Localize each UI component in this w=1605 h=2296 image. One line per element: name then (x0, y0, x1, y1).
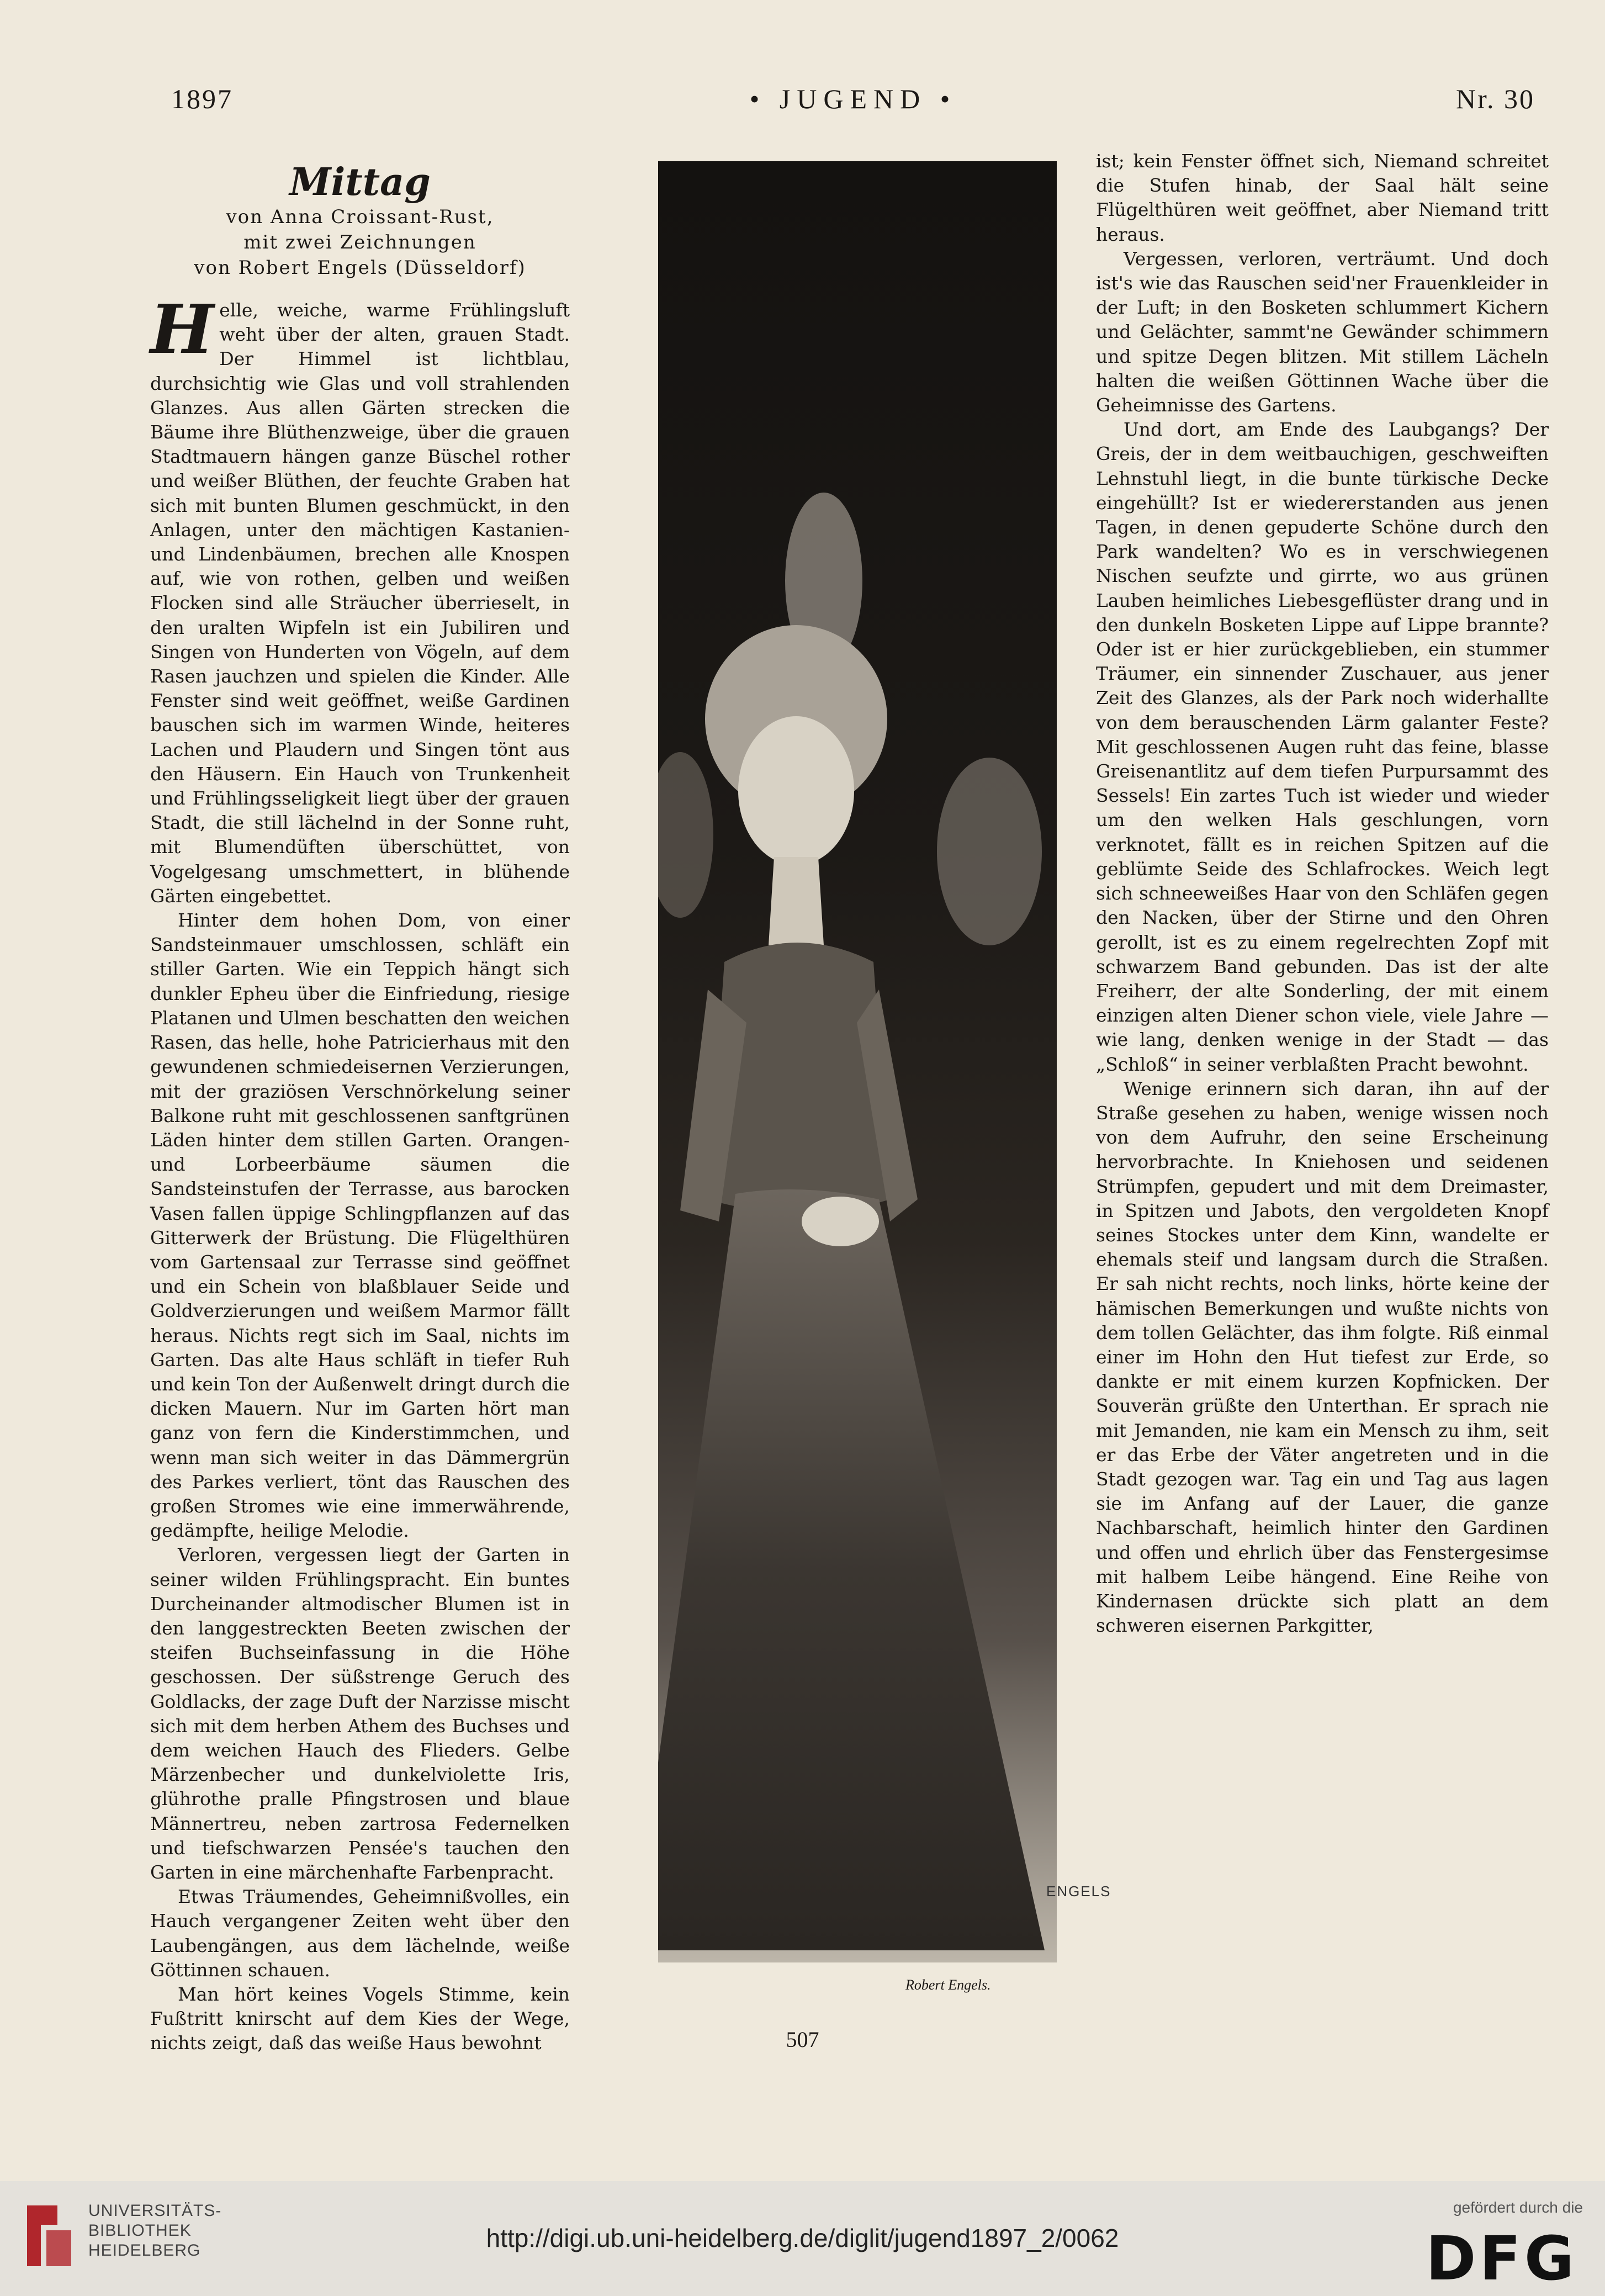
paragraph: Wenige erinnern sich daran, ihn auf der Straße gesehen zu haben, wenige wissen noch von dem Aufruhr, den seine Erscheinung hervorbrachte. In Kniehosen und seidenen Strümpfen, gepudert und mit dem Dreimaster, in Spitzen und Jabots, den vergoldeten Knopf seines Stockes unter dem Kinn, wandelte er ehemals steif und langsam durch die Straßen. Er sah nicht rechts, noch links, hörte keine der hämischen Bemerkungen und wußte nichts von dem tollen Gelächter, das ihm folgte. Riß einmal einer im Hohn den Hut tiefest zur Erde, so dankte er mit einem kurzen Kopfnicken. Der Souverän grüßte den Unterthan. Er sprach nie mit Jemanden, nie kam ein Mensch zu ihm, seit er das Erbe der Väter angetreten und in die Stadt gezogen war. Tag ein und Tag aus lagen sie im Anfang auf der Lauer, die ganze Nachbarschaft, heimlich hinter den Gardinen und offen und ehrlich über das Fenstergesimse mit halbem Leibe hängend. Eine Reihe von Kindernasen drückte sich platt an dem schweren eisernen Parkgitter, (1096, 1077, 1549, 1637)
text-column-right (1096, 149, 1549, 1638)
illustration-drawing (658, 161, 1057, 1962)
illustration-woman-in-gown (658, 161, 1057, 1962)
page-header (171, 83, 1535, 127)
institution-line: UNIVERSITÄTS- (88, 2202, 222, 2220)
page-number: 507 (786, 2027, 819, 2052)
permalink-url[interactable]: http://digi.ub.uni-heidelberg.de/diglit/jugend1897_2/0062 (486, 2224, 1119, 2252)
article-title: Mittag (289, 160, 431, 204)
header-journal-title: • JUGEND • (749, 83, 957, 114)
paragraph: Vergessen, verloren, verträumt. Und doch ist's wie das Rauschen seid'ner Frauenkleider in der Luft; in den Bosketen schlummert Kichern und Gelächter, sammt'ne Gewänder schimmern und spitze Degen blitzen. Mit stillem Lächeln halten die weißen Göttinnen Wache über die Geheimnisse des Gartens. (1096, 247, 1549, 416)
byline-illustrator: von Robert Engels (Düsseldorf) (194, 257, 526, 279)
illustration-caption: Robert Engels. (905, 1977, 991, 1993)
paragraph: Man hört keines Vogels Stimme, kein Fußtritt knirscht auf dem Kies der Wege, nichts zeigt, daß das weiße Haus bewohnt (150, 1983, 570, 2054)
illustration-signature: ENGELS (1046, 1883, 1111, 1900)
drop-cap: H (150, 289, 214, 369)
institution-line: BIBLIOTHEK (88, 2221, 192, 2240)
byline-drawings: mit zwei Zeichnungen (243, 231, 476, 253)
funding-label: gefördert durch die (1453, 2199, 1583, 2216)
institution-line: HEIDELBERG (88, 2241, 201, 2260)
paragraph: Und dort, am Ende des Laubgangs? Der Greis, der in dem weitbauchigen, geschweiften Lehnstuhl liegt, in die bunte türkische Decke eingehüllt? Ist er wiedererstanden aus jenen Tagen, in denen gepuderte Schöne durch den Park wandelten? Wo es in verschwiegenen Nischen seufzte und girrte, wo aus grünen Lauben heimliches Liebesgeflüster drang und in den dunkeln Bosketen Lippe auf Lippe brannte? Oder ist er hier zurückgeblieben, ein stummer Träumer, ein sinnender Zuschauer, aus jener Zeit des Glanzes, als der Park noch widerhallte von dem berauschenden Lärm galanter Feste? Mit geschlossenen Augen ruht das feine, blasse Greisenantlitz auf dem tiefen Purpursammt des Sessels! Ein zartes Tuch ist wieder und wieder um den welken Hals geschlungen, vorn verknotet, fällt es in reichen Spitzen auf die geblümte Seide des Schlafrockes. Weich legt sich schneeweißes Haar von den Schläfen gegen den Nacken, über der Stirne und den Ohren gerollt, ist es zu einem regelrechten Zopf mit schwarzem Band gebunden. Das ist der alte Freiherr, der alte Sonderling, der mit einem einzigen alten Diener schon viele, viele Jahre — wie lang, denken wenige in der Stadt — das „Schloß“ in seiner verblaßten Pracht bewohnt. (1096, 419, 1549, 1075)
dfg-logo: DFG (1426, 2223, 1577, 2294)
paragraph: ist; kein Fenster öffnet sich, Niemand schreitet die Stufen hinab, der Saal hält seine Flügelthüren weit geöffnet, aber Niemand tritt heraus. (1096, 150, 1549, 245)
header-year: 1897 (171, 83, 233, 114)
paragraph: Etwas Träumendes, Geheimnißvolles, ein Hauch vergangener Zeiten weht über den Laubengängen, aus dem lächelnde, weiße Göttinnen schauen. (150, 1886, 570, 1981)
paragraph: Hinter dem hohen Dom, von einer Sandsteinmauer umschlossen, schläft ein stiller Garten. Wie ein Teppich hängt sich dunkler Epheu über die Einfriedung, riesige Platanen und Ulmen beschatten den weichen Rasen, das helle, hohe Patricierhaus mit den gewundenen schmiedeisernen Verzierungen, mit der graziösen Verschnörkelung seiner Balkone ruht mit geschlossenen sanftgrünen Läden hinter dem stillen Garten. Orangen- und Lorbeerbäume säumen die Sandsteinstufen der Terrasse, aus barocken Vasen fallen üppige Schlingpflanzen auf das Gitterwerk der Brüstung. Die Flügelthüren vom Gartensaal zur Terrasse sind geöffnet und ein Schein von blaßblauer Seide und Goldverzierungen und weißem Marmor fällt heraus. Nichts regt sich im Saal, nichts im Garten. Das alte Haus schläft in tiefer Ruh und kein Ton der Außenwelt dringt durch die dicken Mauern. Nur im Garten hört man ganz von fern die Kinderstimmchen, und wenn man sich weiter in das Dämmergrün des Parkes verliert, tönt das Rauschen des großen Stromes wie eine immerwährende, gedämpfte, heilige Melodie. (150, 909, 570, 1542)
byline-author: von Anna Croissant-Rust, (226, 206, 494, 228)
header-issue-number: Nr. 30 (1456, 83, 1535, 114)
paragraph: Verloren, vergessen liegt der Garten in seiner wilden Frühlingspracht. Ein buntes Durcheinander altmodischer Blumen ist in den langgestreckten Beeten zwischen der steifen Buchseinfassung in die Höhe geschossen. Der süßstrenge Geruch des Goldlacks, der zage Duft der Narzisse mischt sich mit dem herben Athem des Buchses und dem weichen Hauch des Flieders. Gelbe Märzenbecher und dunkelviolette Iris, glührothe pralle Pfingstrosen und blaue Männertreu, neben zartrosa Federnelken und tiefschwarzen Pensée's tauchen den Garten in eine märchenhafte Farbenpracht. (150, 1544, 570, 1883)
paragraph: Helle, weiche, warme Frühlingsluft weht über der alten, grauen Stadt. Der Himmel ist lichtblau, durchsichtig wie Glas und voll strahlenden Glanzes. Aus allen Gärten strecken die Bäume ihre Blüthenzweige, über die grauen Stadtmauern hängen ganze Büschel rother und weißer Blüthen, der feuchte Graben hat sich mit bunten Blumen geschmückt, in den Anlagen, unter den mächtigen Kastanien- und Lindenbäumen, brechen alle Knospen auf, wie von rothen, gelben und weißen Flocken sind alle Sträucher überrieselt, in den uralten Wipfeln ist ein Jubiliren und Singen von Hunderten von Vögeln, auf dem Rasen jauchzen und spielen die Kinder. Alle Fenster sind weit geöffnet, weiße Gardinen bauschen sich im warmen Winde, heiteres Lachen und Plaudern und Singen tönt aus den Häusern. Ein Hauch von Trunkenheit und Frühlingsseligkeit liegt über der grauen Stadt, die still lächelnd in der Sonne ruht, mit Blumendüften überschüttet, von Vogelgesang umschmettert, in blühende Gärten eingebettet. (150, 289, 570, 907)
digitization-footer (0, 2181, 1605, 2296)
text-column-left (150, 289, 570, 2056)
article-title-block (150, 160, 570, 281)
